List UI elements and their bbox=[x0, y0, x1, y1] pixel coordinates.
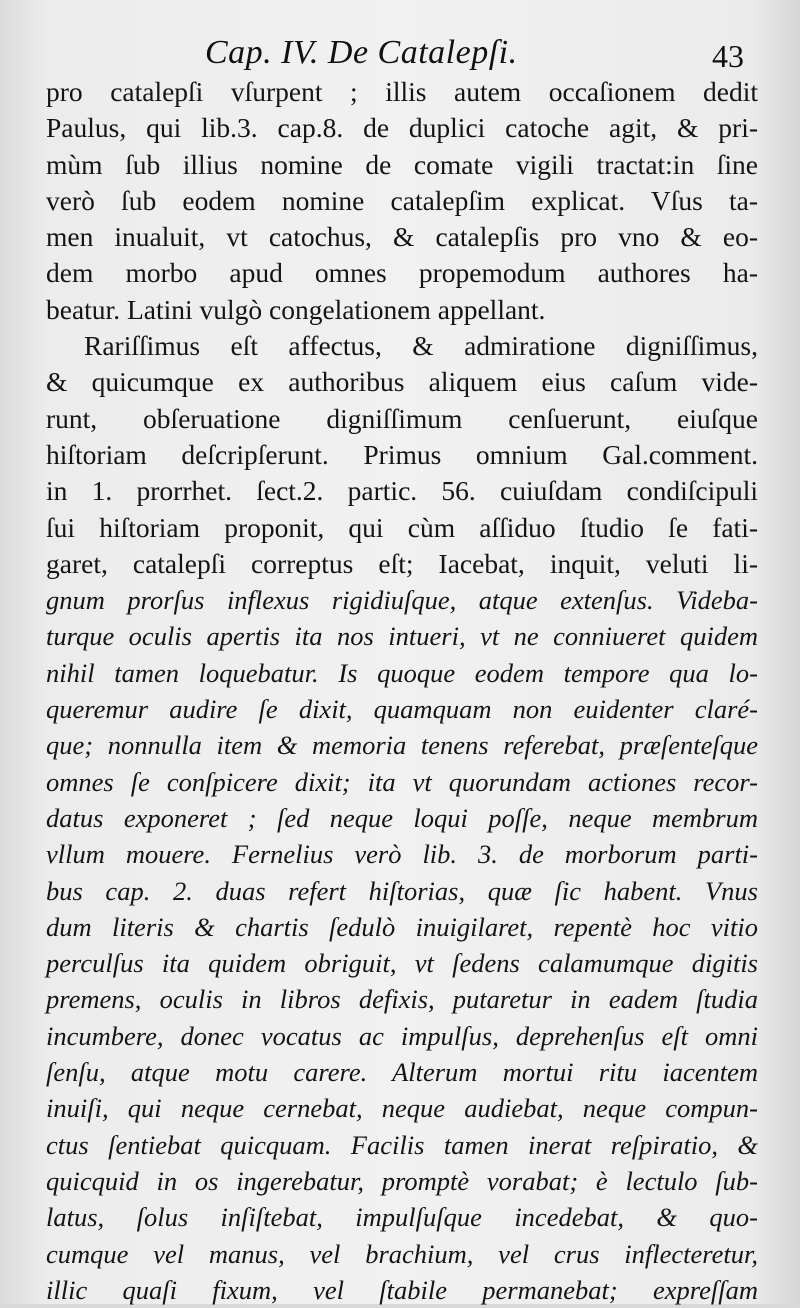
running-head: Cap. IV. De Catalepſi. bbox=[205, 34, 518, 71]
text-line: beatur. Latini vulgò congelationem appellant. bbox=[46, 293, 546, 325]
text-line: hiſtoriam deſcripſerunt. Primus omnium Gal.comment. bbox=[46, 438, 758, 470]
text-line: mùm ſub illius nomine de comate vigili tractat:in ſine bbox=[46, 148, 758, 180]
text-line: premens, oculis in libros defixis, putaretur in eadem ſtudia bbox=[46, 984, 758, 1015]
text-line: in 1. prorrhet. ſect.2. partic. 56. cuiuſdam condiſcipuli bbox=[46, 475, 758, 507]
text-line: Paulus, qui lib.3. cap.8. de duplici catoche agit, & pri- bbox=[46, 112, 758, 144]
text-line: gnum prorſus inflexus rigidiuſque, atque extenſus. Videba- bbox=[46, 585, 758, 616]
text-line: turque oculis apertis ita nos intueri, vt ne conniueret quidem bbox=[46, 621, 758, 652]
text-line: ctus ſentiebat quicquam. Facilis tamen inerat reſpiratio, & bbox=[46, 1129, 758, 1160]
text-line: nihil tamen loquebatur. Is quoque eodem tempore qua lo- bbox=[46, 657, 758, 688]
text-line: & quicumque ex authoribus aliquem eius caſum vide- bbox=[46, 366, 758, 398]
text-line: omnes ſe conſpicere dixit; ita vt quorundam actiones recor- bbox=[46, 766, 758, 797]
text-line: vllum mouere. Fernelius verò lib. 3. de morborum parti- bbox=[46, 839, 758, 870]
page-body bbox=[46, 74, 758, 1308]
text-line: verò ſub eodem nomine catalepſim explicat. Vſus ta- bbox=[46, 184, 758, 216]
text-line: latus, ſolus inſiſtebat, impulſuſque incedebat, & quo- bbox=[46, 1202, 758, 1233]
page-number: 43 bbox=[712, 38, 744, 74]
text-line: ſenſu, atque motu carere. Alterum mortui ritu iacentem bbox=[46, 1057, 758, 1088]
text-line: inuiſi, qui neque cernebat, neque audiebat, neque compun- bbox=[46, 1093, 758, 1124]
text-line: cumque vel manus, vel brachium, vel crus inflecteretur, bbox=[46, 1238, 758, 1269]
text-line: que; nonnulla item & memoria tenens referebat, præſenteſque bbox=[46, 730, 758, 761]
text-line: queremur audire ſe dixit, quamquam non euidenter claré- bbox=[46, 694, 758, 725]
text-line: incumbere, donec vocatus ac impulſus, deprehenſus eſt omni bbox=[46, 1020, 758, 1051]
text-line: illic quaſi fixum, vel ſtabile permanebat; expreſſam bbox=[46, 1274, 758, 1305]
text-line: dem morbo apud omnes propemodum authores ha- bbox=[46, 257, 758, 289]
text-line: quicquid in os ingerebatur, promptè vorabat; è lectulo ſub- bbox=[46, 1165, 758, 1196]
text-line: men inualuit, vt catochus, & catalepſis pro vno & eo- bbox=[46, 221, 758, 253]
text-line: runt, obſeruatione digniſſimum cenſuerunt, eiuſque bbox=[46, 402, 758, 434]
text-line: bus cap. 2. duas refert hiſtorias, quæ ſic habent. Vnus bbox=[46, 875, 758, 906]
text-line: pro catalepſi vſurpent ; illis autem occaſionem dedit bbox=[46, 76, 758, 107]
text-line: ſui hiſtoriam proponit, qui cùm aſſiduo ſtudio ſe fati- bbox=[46, 511, 758, 543]
paragraph-start-line: Rariſſimus eſt affectus, & admiratione digniſſimus, bbox=[84, 330, 758, 362]
text-line: datus exponeret ; ſed neque loqui poſſe, neque membrum bbox=[46, 802, 758, 833]
text-line: garet, catalepſi correptus eſt; Iacebat, inquit, veluti li- bbox=[46, 547, 758, 579]
text-line: perculſus ita quidem obriguit, vt ſedens calamumque digitis bbox=[46, 948, 758, 979]
text-line: dum literis & chartis ſedulò inuigilaret, repentè hoc vitio bbox=[46, 911, 758, 942]
